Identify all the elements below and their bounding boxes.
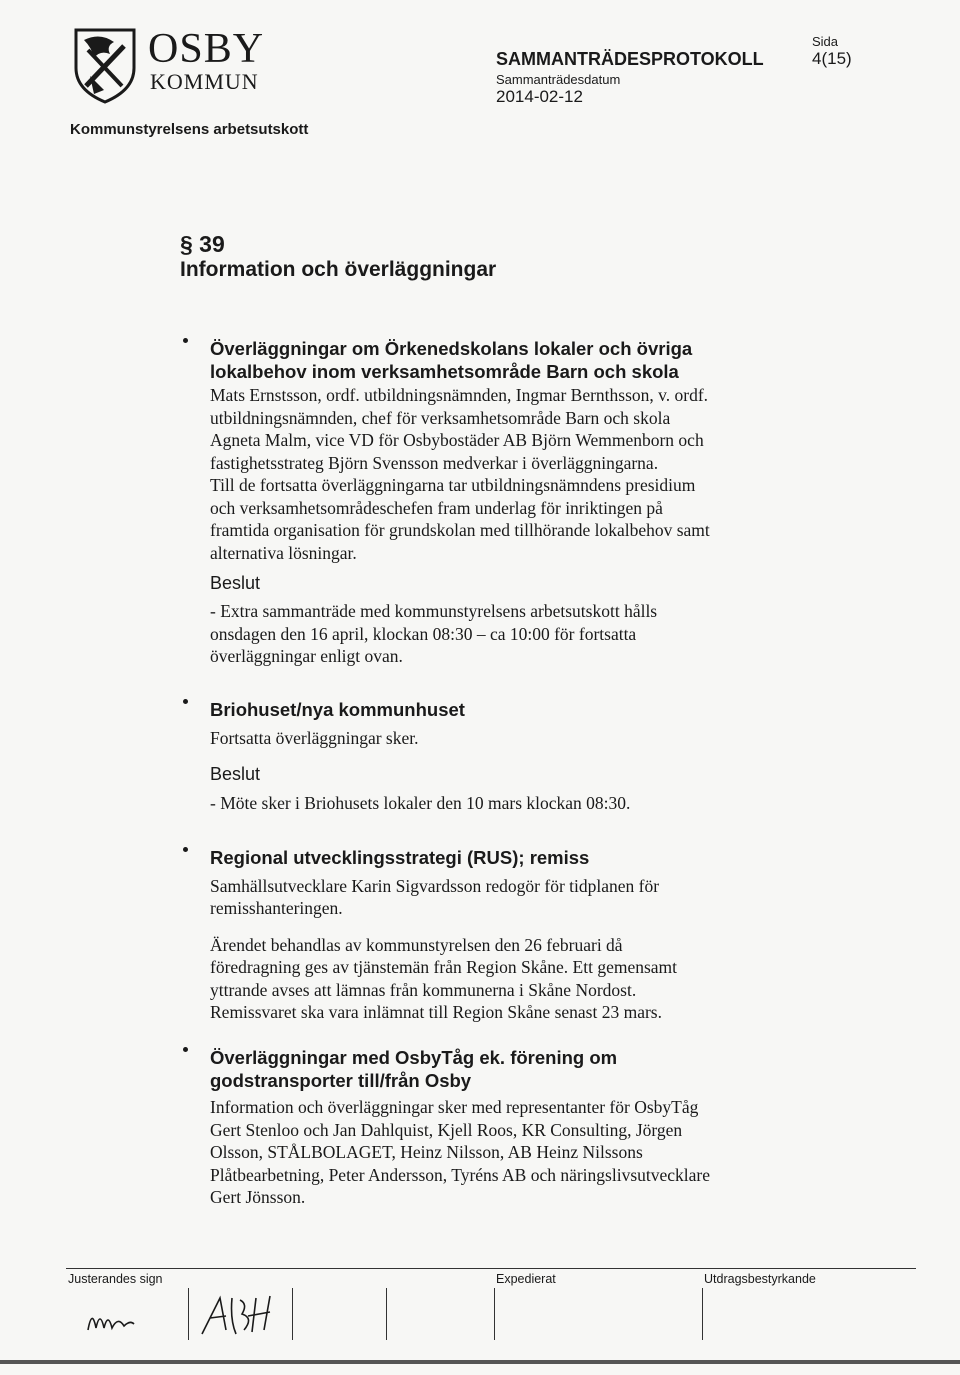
agenda-item — [210, 847, 790, 1024]
section-title: Information och överläggningar — [180, 258, 497, 281]
justerandes-label: Justerandes sign — [68, 1272, 163, 1286]
item-body: Information och överläggningar sker med representanter för OsbyTåg Gert Stenloo och Jan Dahlquist, Kjell Roos, KR Consulting, Jörgen Olsson, STÅLBOLAGET, Heinz Nilsson, AB Heinz Nilssons Plåtbearbetning, Peter Andersson, Tyréns AB och näringslivsutvecklare Gert Jönsson. — [210, 1097, 711, 1207]
decision-label: Beslut — [210, 573, 261, 593]
committee-name: Kommunstyrelsens arbetsutskott — [70, 121, 309, 138]
utdrag-label: Utdragsbestyrkande — [704, 1272, 816, 1286]
signature-divider — [188, 1288, 189, 1340]
signature-1 — [78, 1290, 168, 1340]
signature-2 — [196, 1290, 286, 1340]
agenda-item — [210, 699, 790, 815]
item-title: Briohuset/nya kommunhuset — [210, 699, 465, 720]
decision-text: - Extra sammanträde med kommunstyrelsens arbetsutskott hålls onsdagen den 16 april, klockan 08:30 – ca 10:00 för fortsatta överläggningar enligt ovan. — [210, 601, 658, 666]
page-label: Sida — [812, 34, 839, 49]
document-type: SAMMANTRÄDESPROTOKOLL — [496, 49, 764, 69]
date-value: 2014-02-12 — [496, 87, 583, 106]
crest-icon — [70, 24, 140, 104]
item-body: Ärendet behandlas av kommunstyrelsen den 26 februari då föredragning ges av tjänstemän från Region Skåne. Ett gemensamt yttrande avses att lämnas från kommunerna i Skåne Nordost. Remissvaret ska vara inlämnat till Region Skåne senast 23 mars. — [210, 934, 678, 1022]
bullet-icon — [183, 1047, 188, 1052]
signature-divider — [292, 1288, 293, 1340]
paragraph-number: § 39 — [180, 231, 225, 257]
signature-footer — [66, 1268, 916, 1356]
signature-divider — [386, 1288, 387, 1340]
expedierat-label: Expedierat — [496, 1272, 556, 1286]
bullet-icon — [183, 847, 188, 852]
item-title: Överläggningar med OsbyTåg ek. förening om godstransporter till/från Osby — [210, 1047, 618, 1091]
item-body: Fortsatta överläggningar sker. — [210, 727, 419, 748]
org-name: OSBY — [148, 26, 265, 72]
agenda-item — [210, 1047, 790, 1209]
item-title: Överläggningar om Örkenedskolans lokaler och övriga lokalbehov inom verksamhetsområde Barn och skola — [210, 338, 693, 382]
decision-label: Beslut — [210, 764, 261, 784]
decision-text: - Möte sker i Briohusets lokaler den 10 mars klockan 08:30. — [210, 793, 631, 813]
signature-divider — [702, 1288, 703, 1340]
scan-edge — [0, 1360, 960, 1364]
item-title: Regional utvecklingsstrategi (RUS); remiss — [210, 847, 590, 868]
org-subtitle: KOMMUN — [150, 69, 259, 94]
item-body: Samhällsutvecklare Karin Sigvardsson redogör för tidplanen för remisshanteringen. — [210, 875, 660, 918]
signature-divider — [494, 1288, 495, 1340]
bullet-icon — [183, 338, 188, 343]
page-number: 4(15) — [812, 49, 852, 68]
item-body: Mats Ernstsson, ordf. utbildningsnämnden, Ingmar Bernthsson, v. ordf. utbildningsnämnden, chef för verksamhetsområde Barn och skola Agneta Malm, vice VD för Osbybostäder AB Björn Wemmenborn och fastighetsstrateg Björn Svensson medverkar i överläggningarna. Till de fortsatta överläggningarna tar utbildningsnämndens presidium och verksamhetsområdeschefen fram underlag för inriktingen på framtida organisation för grundskolan med tillhörande lokalbehov samt alternativa lösningar. — [210, 385, 710, 563]
agenda-item — [210, 338, 790, 668]
bullet-icon — [183, 699, 188, 704]
date-label: Sammanträdesdatum — [496, 72, 621, 87]
footer-divider — [66, 1268, 916, 1269]
